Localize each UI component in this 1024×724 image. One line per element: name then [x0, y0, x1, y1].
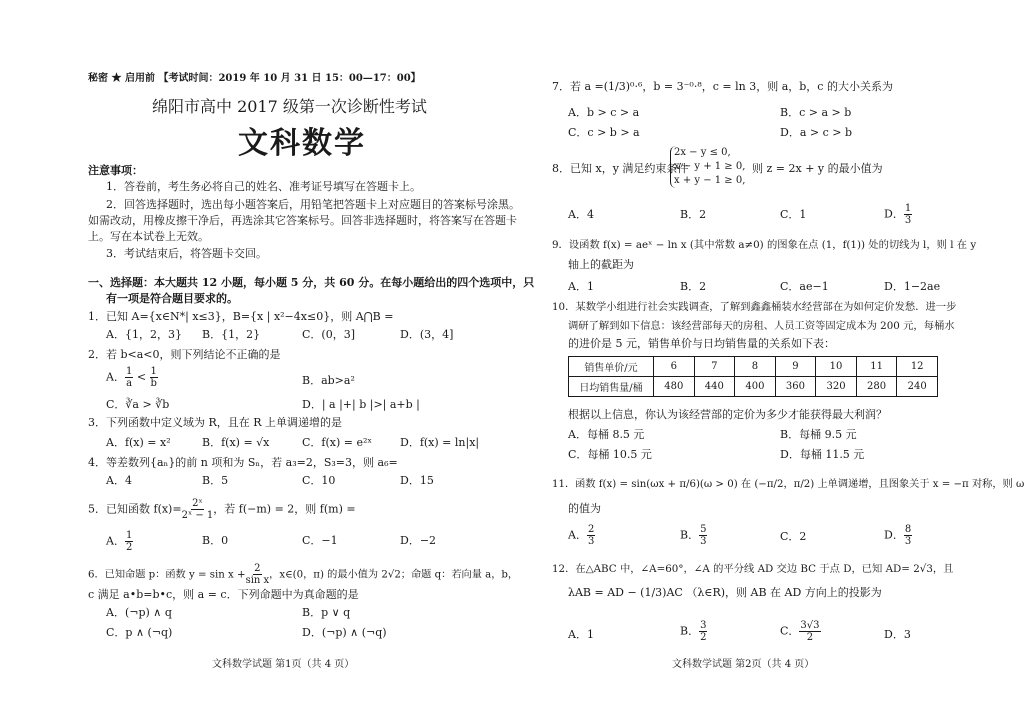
q12-stem-2: λAB = AD − (1/3)AC （λ∈R)，则 AB 在 AD 方向上的投影为 — [568, 586, 882, 599]
q8-cond-2: x − y + 1 ≥ 0, — [674, 161, 746, 172]
q6-stem-1-post: ，x∈(0，π) 的最小值为 2√2；命题 q：若向量 a，b， — [269, 569, 519, 581]
q6-opt-d: D．(¬p) ∧ (¬q) — [302, 626, 387, 639]
q10-stem-2: 调研了解到如下信息：该经营部每天的房租、人员工资等固定成本为 200 元，每桶水 — [568, 320, 955, 332]
table-cell: 360 — [775, 377, 816, 397]
q11-stem-1: 11．函数 f(x) = sin(ωx + π/6)(ω > 0) 在 (−π/2，π/2) 上单调递增，且图象关于 x = −π 对称，则 ω — [552, 479, 1024, 490]
q9-opt-a: A．1 — [568, 280, 594, 293]
q8-opt-a: A．4 — [568, 208, 594, 221]
q7-opt-a: A．b > c > a — [568, 106, 640, 119]
q9-opt-b: B．2 — [680, 280, 707, 293]
q7-opt-d: D．a > c > b — [780, 126, 852, 139]
q11-opt-b — [680, 524, 707, 547]
q4-opt-a: A．4 — [106, 474, 132, 487]
table-cell: 11 — [856, 357, 897, 377]
q1-opt-d: D．(3，4] — [400, 328, 454, 341]
q2-opt-b: B．ab>a² — [302, 374, 355, 387]
q10-stem-3: 的进价是 5 元，销售单价与日均销售量的关系如下表： — [568, 337, 835, 350]
table-cell: 440 — [694, 377, 735, 397]
q12-stem-1: 12．在△ABC 中，∠A=60°，∠A 的平分线 AD 交边 BC 于点 D，已知 AD= 2√3，且 — [552, 563, 954, 575]
q5-opt-d: D．−2 — [400, 534, 437, 547]
q5-stem-post: ，若 f(−m) = 2，则 f(m) = — [213, 502, 356, 516]
q5-opt-b: B．0 — [202, 534, 229, 547]
q8-opt-d — [884, 203, 912, 226]
page-footer-right: 文科数学试题 第2页（共 4 页） — [672, 659, 815, 670]
q8-opt-b: B．2 — [680, 208, 707, 221]
q12-opt-a: A．1 — [568, 628, 594, 641]
q10-opt-c: C．每桶 10.5 元 — [568, 448, 652, 461]
q2-opt-c: C．∛a > ∛b — [106, 398, 170, 411]
q5-den: 2ˣ − 1 — [181, 510, 214, 521]
notes-heading: 注意事项： — [88, 164, 143, 177]
q8-opt-c: C．1 — [780, 208, 807, 221]
q2-stem: 2．若 b<a<0，则下列结论不正确的是 — [88, 348, 281, 361]
q11-opt-b-num: 5 — [700, 524, 707, 535]
table-cell: 480 — [654, 377, 695, 397]
q4-stem: 4．等差数列{aₙ}的前 n 项和为 Sₙ，若 a₃=2，S₃=3，则 a₆= — [88, 456, 398, 469]
q11-opt-d-den: 3 — [904, 536, 912, 547]
q9-opt-d: D．1−2ae — [884, 280, 941, 293]
table-cell: 日均销售量/桶 — [569, 377, 654, 397]
q11-opt-a — [568, 524, 595, 547]
note-2-cont: 如需改动，用橡皮擦干净后，再选涂其它答案标号。回答非选择题时，将答案写在答题卡 — [88, 214, 517, 227]
q1-stem: 1．已知 A={x∈N*| x≤3}，B={x | x²−4x≤0}，则 A⋂B = — [88, 310, 394, 323]
q11-opt-b-den: 3 — [700, 536, 707, 547]
q5-opt-a-label: A． — [106, 534, 125, 548]
table-cell: 7 — [694, 357, 735, 377]
q11-opt-b-label: B． — [680, 528, 700, 542]
q6-stem-1-pre: 6．已知命题 p：函数 y = sin x + — [88, 569, 246, 581]
q2-opt-d: D．| a |+| b |>| a+b | — [302, 398, 420, 411]
q3-opt-c: C．f(x) = e²ˣ — [302, 436, 373, 449]
q6-stem-1 — [88, 563, 518, 586]
q11-opt-d-label: D． — [884, 528, 904, 542]
q11-opt-d-num: 8 — [904, 524, 912, 535]
subject-title: 文科数学 — [238, 126, 366, 161]
q10-opt-d: D．每桶 11.5 元 — [780, 448, 865, 461]
q10-stem-1: 10．某数学小组进行社会实践调查，了解到鑫鑫桶装水经营部在为如何定价发愁．进一步 — [552, 301, 957, 313]
q6-stem-num: 2 — [254, 563, 261, 574]
q6-opt-c: C．p ∧ (¬q) — [106, 626, 173, 639]
table-cell: 6 — [654, 357, 695, 377]
table-cell: 280 — [856, 377, 897, 397]
q12-opt-b — [680, 620, 707, 643]
q9-stem-1: 9．设函数 f(x) = aeˣ − ln x (其中常数 a≠0) 的图象在点 (1，f(1)) 处的切线为 l，则 l 在 y — [552, 239, 977, 251]
exam-title: 绵阳市高中 2017 级第一次诊断性考试 — [152, 97, 427, 116]
q5-stem-pre: 5．已知函数 f(x)= — [88, 502, 182, 516]
q2-opt-a: A． $\frac{1}{a}$ < $\frac{1}{b}$ — [106, 366, 157, 389]
q10-opt-b: B．每桶 9.5 元 — [780, 428, 857, 441]
q8-opt-d-den: 3 — [904, 215, 912, 226]
q6-opt-b: B．p ∨ q — [302, 606, 351, 619]
table-cell: 320 — [816, 377, 857, 397]
section-heading-2: 有一项是符合题目要求的。 — [106, 292, 238, 305]
q8-opt-d-label: D． — [884, 207, 904, 221]
q1-opt-c: C．(0，3] — [302, 328, 355, 341]
q3-stem: 3．下列函数中定义域为 R，且在 R 上单调递增的是 — [88, 416, 343, 429]
q6-stem-2: c 满足 a•b=b•c，则 a = c．下列命题中为真命题的是 — [88, 588, 359, 601]
right-page — [512, 0, 1024, 724]
note-2: 2．回答选择题时，选出每小题答案后，用铅笔把答题卡上对应题目的答案标号涂黑。 — [106, 198, 520, 211]
q5-opt-a-den: 2 — [125, 542, 133, 553]
table-row — [569, 357, 938, 377]
q3-opt-a: A．f(x) = x² — [106, 436, 171, 449]
table-cell: 400 — [735, 377, 776, 397]
q3-opt-d: D．f(x) = ln|x| — [400, 436, 480, 449]
q4-opt-d: D．15 — [400, 474, 434, 487]
q9-stem-2: 轴上的截距为 — [568, 258, 634, 271]
q5-opt-a-num: 1 — [125, 530, 133, 541]
q11-opt-d — [884, 524, 912, 547]
q4-opt-b: B．5 — [202, 474, 229, 487]
q8-stem-post: 则 z = 2x + y 的最小值为 — [752, 162, 883, 175]
q8-stem-pre: 8．已知 x，y 满足约束条件 — [552, 162, 689, 175]
q5-opt-a — [106, 530, 133, 553]
q12-opt-c-label: C． — [780, 624, 800, 638]
q1-opt-b: B．{1，2} — [202, 328, 261, 341]
q12-opt-b-num: 3 — [700, 620, 707, 631]
q12-opt-c-den: 2 — [806, 632, 814, 643]
q12-opt-b-label: B． — [680, 624, 700, 638]
note-2-end: 上。写在本试卷上无效。 — [88, 230, 209, 243]
note-1: 1．答卷前，考生务必将自己的姓名、准考证号填写在答题卡上。 — [106, 180, 421, 193]
q7-opt-b: B．c > a > b — [780, 106, 852, 119]
q11-opt-a-den: 3 — [587, 536, 595, 547]
q12-opt-c — [780, 620, 821, 643]
table-cell: 240 — [897, 377, 938, 397]
q4-opt-c: C．10 — [302, 474, 336, 487]
q2-opt-a-op: < — [136, 370, 147, 384]
page-footer-left: 文科数学试题 第1页（共 4 页） — [212, 659, 355, 670]
q12-opt-d: D．3 — [884, 628, 911, 641]
table-cell: 12 — [897, 357, 938, 377]
q9-opt-c: C．ae−1 — [780, 280, 829, 293]
section-heading: 一、选择题：本大题共 12 小题，每小题 5 分，共 60 分。在每小题给出的四个选项中，只 — [88, 276, 535, 289]
q11-opt-a-label: A． — [568, 528, 587, 542]
table-cell: 10 — [816, 357, 857, 377]
q3-opt-b: B．f(x) = √x — [202, 436, 270, 449]
q7-stem: 7．若 a =(1/3)⁰·⁶，b = 3⁻⁰·⁸，c = ln 3，则 a，b，c 的大小关系为 — [552, 80, 893, 93]
q12-opt-c-num: 3√3 — [800, 620, 820, 631]
note-3: 3．考试结束后，将答题卡交回。 — [106, 247, 267, 260]
table-cell: 销售单价/元 — [569, 357, 654, 377]
q5-stem — [88, 498, 356, 521]
q8-cond-1: 2x − y ≤ 0, — [674, 147, 731, 158]
q1-opt-a: A．{1，2，3} — [106, 328, 182, 341]
q12-opt-b-den: 2 — [700, 632, 707, 643]
table-row — [569, 377, 938, 397]
q6-opt-a: A．(¬p) ∧ q — [106, 606, 172, 619]
q8-cond-3: x + y − 1 ≥ 0, — [674, 175, 746, 186]
table-cell: 9 — [775, 357, 816, 377]
q8-opt-d-num: 1 — [904, 203, 912, 214]
table-cell: 8 — [735, 357, 776, 377]
q11-opt-a-num: 2 — [587, 524, 595, 535]
price-sales-table — [568, 356, 938, 397]
q8-constraints — [670, 146, 745, 188]
q10-stem-4: 根据以上信息，你认为该经营部的定价为多少才能获得最大利润？ — [568, 408, 887, 421]
q11-opt-c: C．2 — [780, 530, 807, 543]
q10-opt-a: A．每桶 8.5 元 — [568, 428, 645, 441]
exam-header: 秘密 ★ 启用前 【考试时间：2019 年 10 月 31 日 15：00—17：00】 — [88, 73, 421, 84]
q5-num: 2ˣ — [192, 498, 203, 509]
q6-stem-den: sin x — [245, 575, 270, 586]
q7-opt-c: C．c > b > a — [568, 126, 640, 139]
q11-stem-2: 的值为 — [568, 502, 601, 515]
q5-opt-c: C．−1 — [302, 534, 338, 547]
